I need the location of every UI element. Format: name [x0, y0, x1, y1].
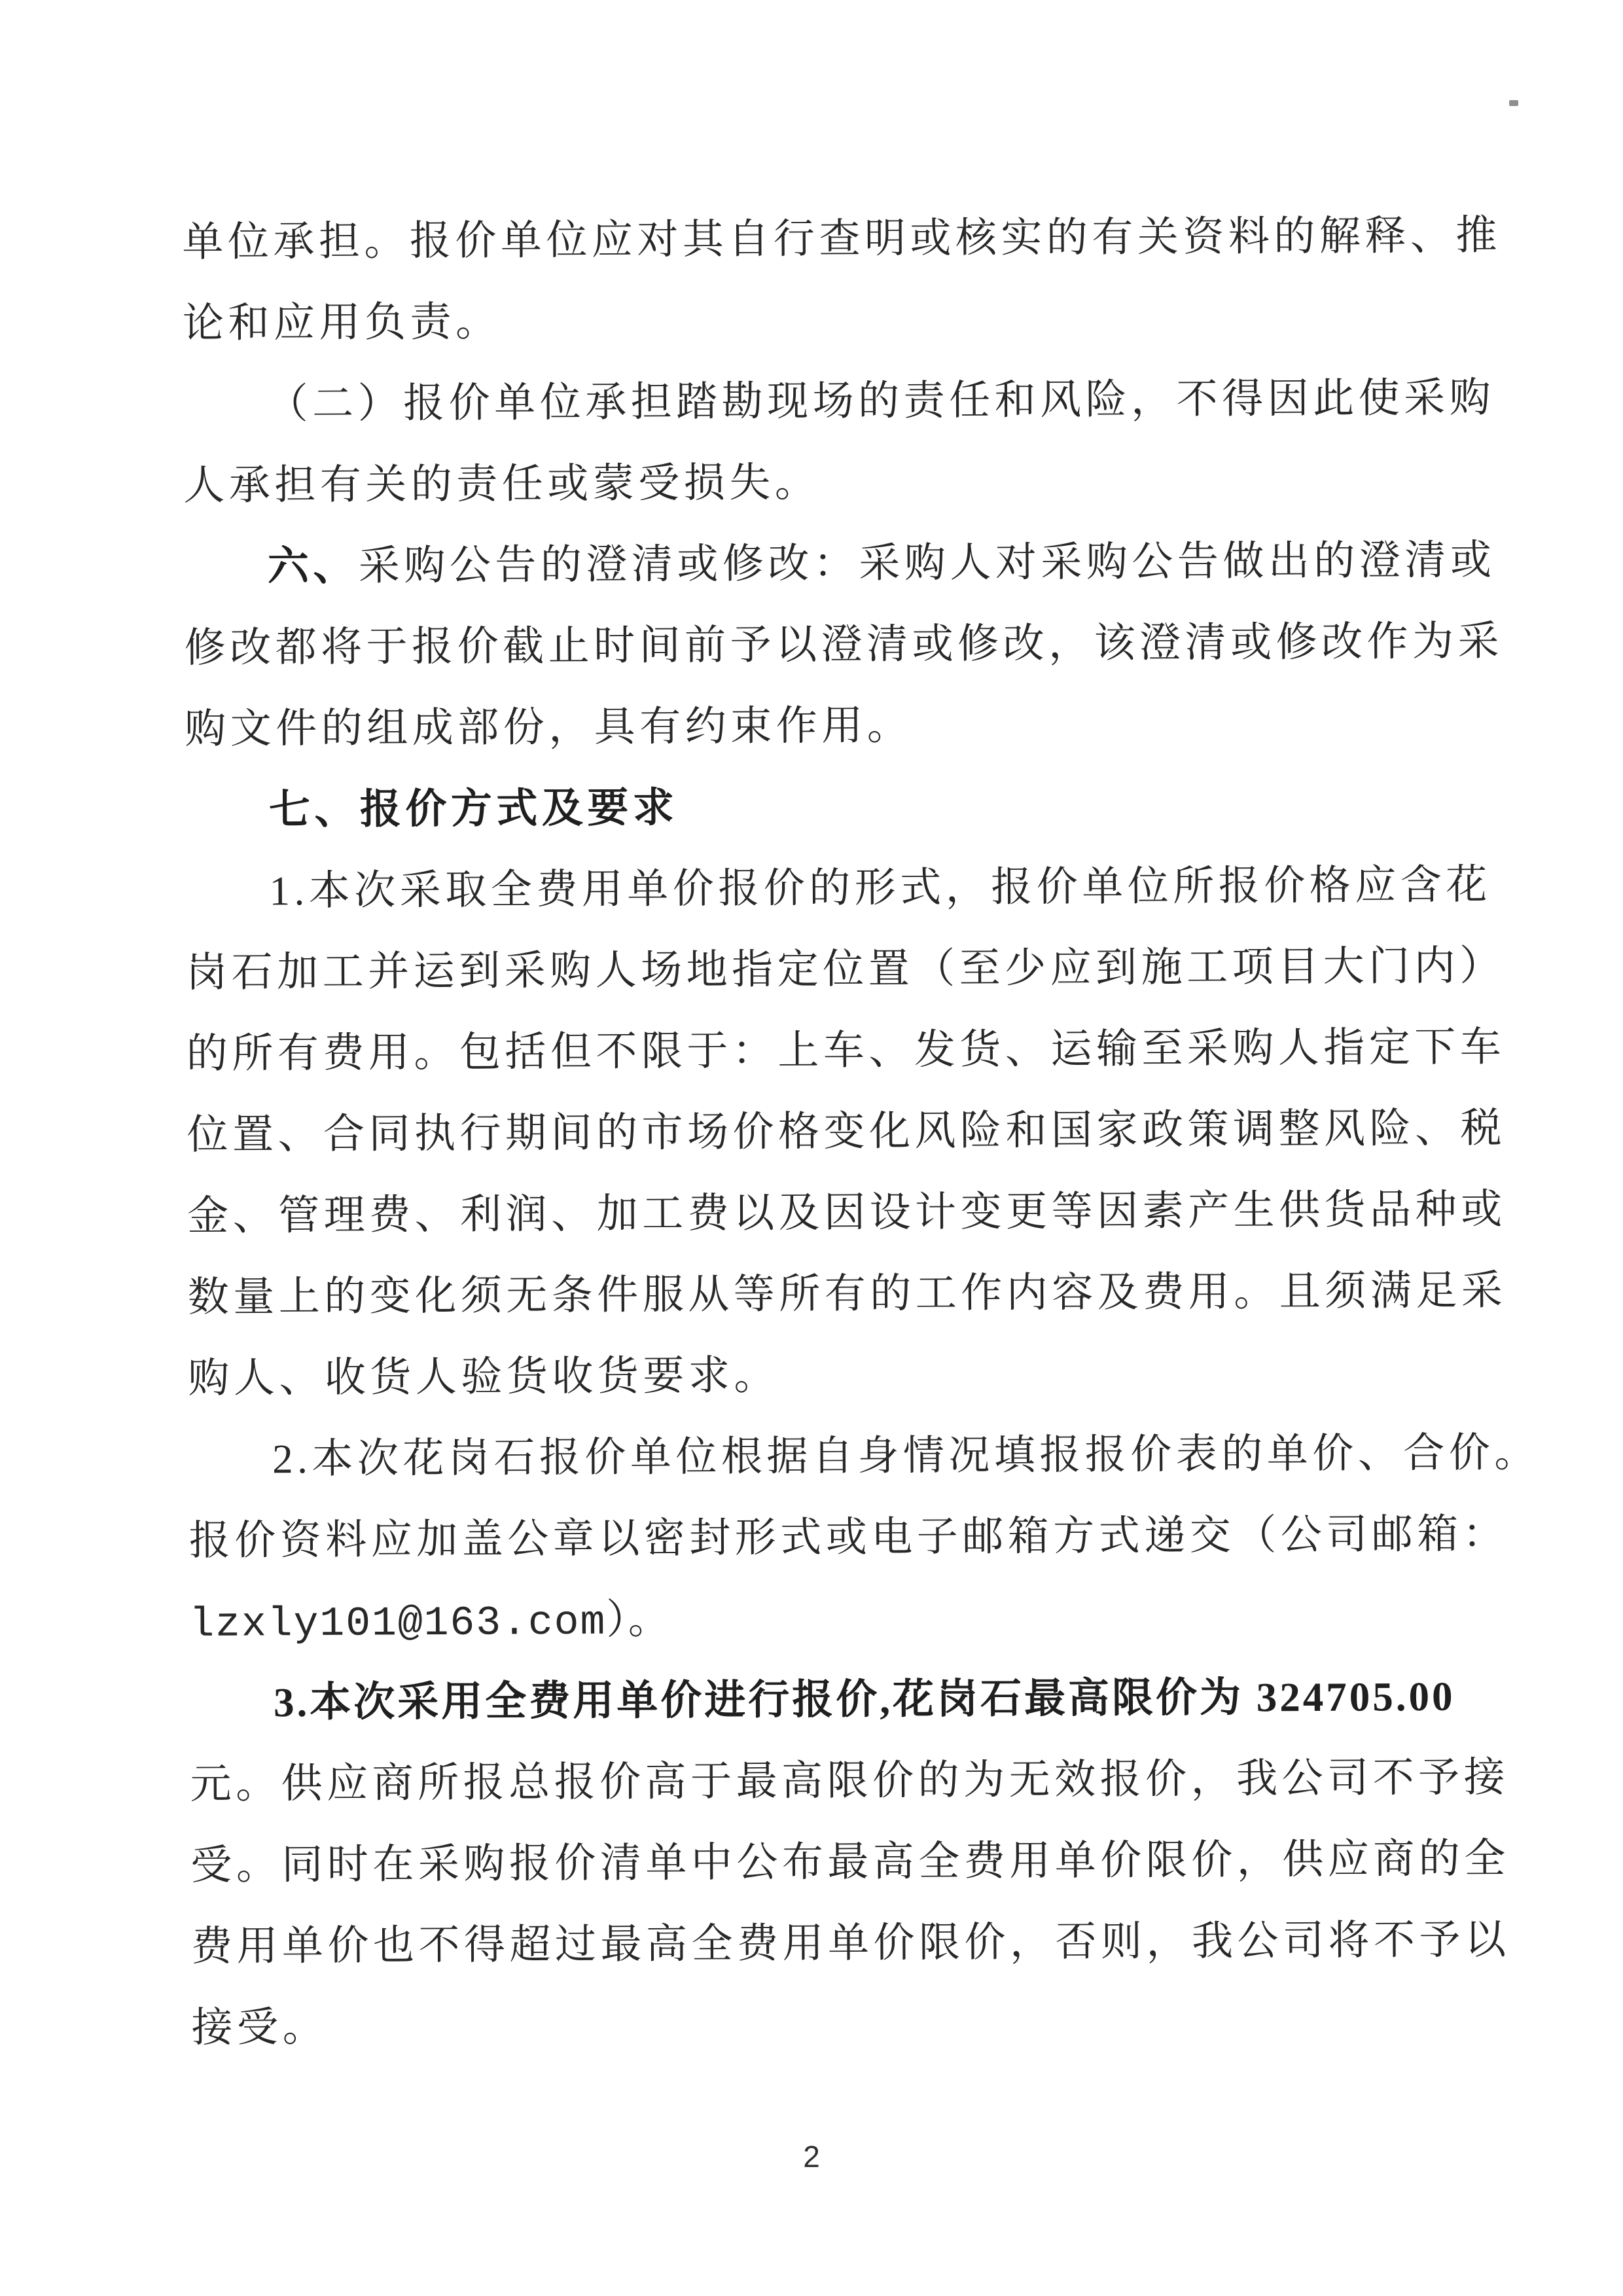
- text-line-text: 位置、合同执行期间的市场价格变化风险和国家政策调整风险、税: [187, 1104, 1507, 1158]
- text-line: [187, 1084, 1507, 1172]
- text-line: [188, 1408, 1540, 1496]
- text-line-text: 2.本次花岗石报价单位根据自身情况填报报价表的单价、合价。: [272, 1429, 1540, 1482]
- text-line: [190, 1814, 1510, 1902]
- text-line-text: 修改都将于报价截止时间前予以澄清或修改，该澄清或修改作为采: [184, 617, 1504, 671]
- email-address-text: lzxly101@163.com）。: [189, 1598, 671, 1648]
- text-line-text: 接受。: [191, 2003, 329, 2051]
- text-line: [187, 1246, 1507, 1334]
- text-line: [185, 678, 1467, 766]
- text-line: [184, 597, 1504, 685]
- text-line-text: （二）报价单位承担踏勘现场的责任和风险，不得因此使采购: [266, 374, 1495, 427]
- section-heading-text: 七、报价方式及要求: [268, 784, 679, 833]
- text-line-text: 1.本次采取全费用单价报价的形式，报价单位所报价格应含花: [269, 861, 1491, 914]
- text-line: [183, 353, 1495, 441]
- text-line: [185, 840, 1491, 928]
- text-line: [186, 922, 1505, 1009]
- text-line: [187, 1165, 1507, 1253]
- text-line: [190, 1733, 1510, 1821]
- document-body: [182, 191, 1540, 2064]
- text-line-text: 论和应用负责。: [182, 298, 501, 346]
- text-line-text: 报价资料应加盖公章以密封形式或电子邮箱方式递交（公司邮箱：: [188, 1510, 1508, 1564]
- text-line-text: 的所有费用。包括但不限于：上车、发货、运输至采购人指定下车: [186, 1023, 1506, 1077]
- text-line-text: 数量上的变化须无条件服从等所有的工作内容及费用。且须满足采: [187, 1266, 1507, 1320]
- page-number: 2: [803, 2140, 820, 2174]
- text-line-text: 人承担有关的责任或蒙受损失。: [183, 459, 821, 509]
- text-line: [186, 1003, 1506, 1090]
- text-line: [188, 1327, 1470, 1415]
- section-heading-number: 六、: [267, 543, 359, 589]
- text-line: [183, 272, 1465, 360]
- text-line-text: 购人、收货人验货收货要求。: [188, 1352, 780, 1401]
- text-line-text: 购文件的组成部份，具有约束作用。: [185, 702, 913, 752]
- text-line: [190, 1652, 1472, 1740]
- text-line: [182, 191, 1502, 279]
- text-line: [190, 1895, 1510, 1983]
- text-line: [183, 435, 1465, 522]
- email-address-line: [189, 1571, 1471, 1659]
- text-line: [184, 516, 1496, 603]
- text-line-text: 采购公告的澄清或修改：采购人对采购公告做出的澄清或: [358, 536, 1496, 589]
- text-line-text: 岗石加工并运到采购人场地指定位置（至少应到施工项目大门内）: [186, 942, 1505, 996]
- text-line-text: 受。同时在采购报价清单中公布最高全费用单价限价，供应商的全: [190, 1835, 1510, 1888]
- text-line: [188, 1490, 1508, 1577]
- text-line: [191, 1977, 1473, 2064]
- scan-artifact-speck: [1509, 100, 1518, 106]
- price-limit-text: 3.本次采用全费用单价进行报价,花岗石最高限价为 324705.00: [273, 1673, 1455, 1725]
- text-line-text: 元。供应商所报总报价高于最高限价的为无效报价，我公司不予接: [190, 1753, 1510, 1807]
- section-heading: [185, 759, 1467, 847]
- text-line-text: 单位承担。报价单位应对其自行查明或核实的有关资料的解释、推: [182, 211, 1502, 265]
- text-line-text: 金、管理费、利润、加工费以及因设计变更等因素产生供货品种或: [187, 1185, 1507, 1239]
- text-line-text: 费用单价也不得超过最高全费用单价限价，否则，我公司将不予以: [190, 1916, 1510, 1969]
